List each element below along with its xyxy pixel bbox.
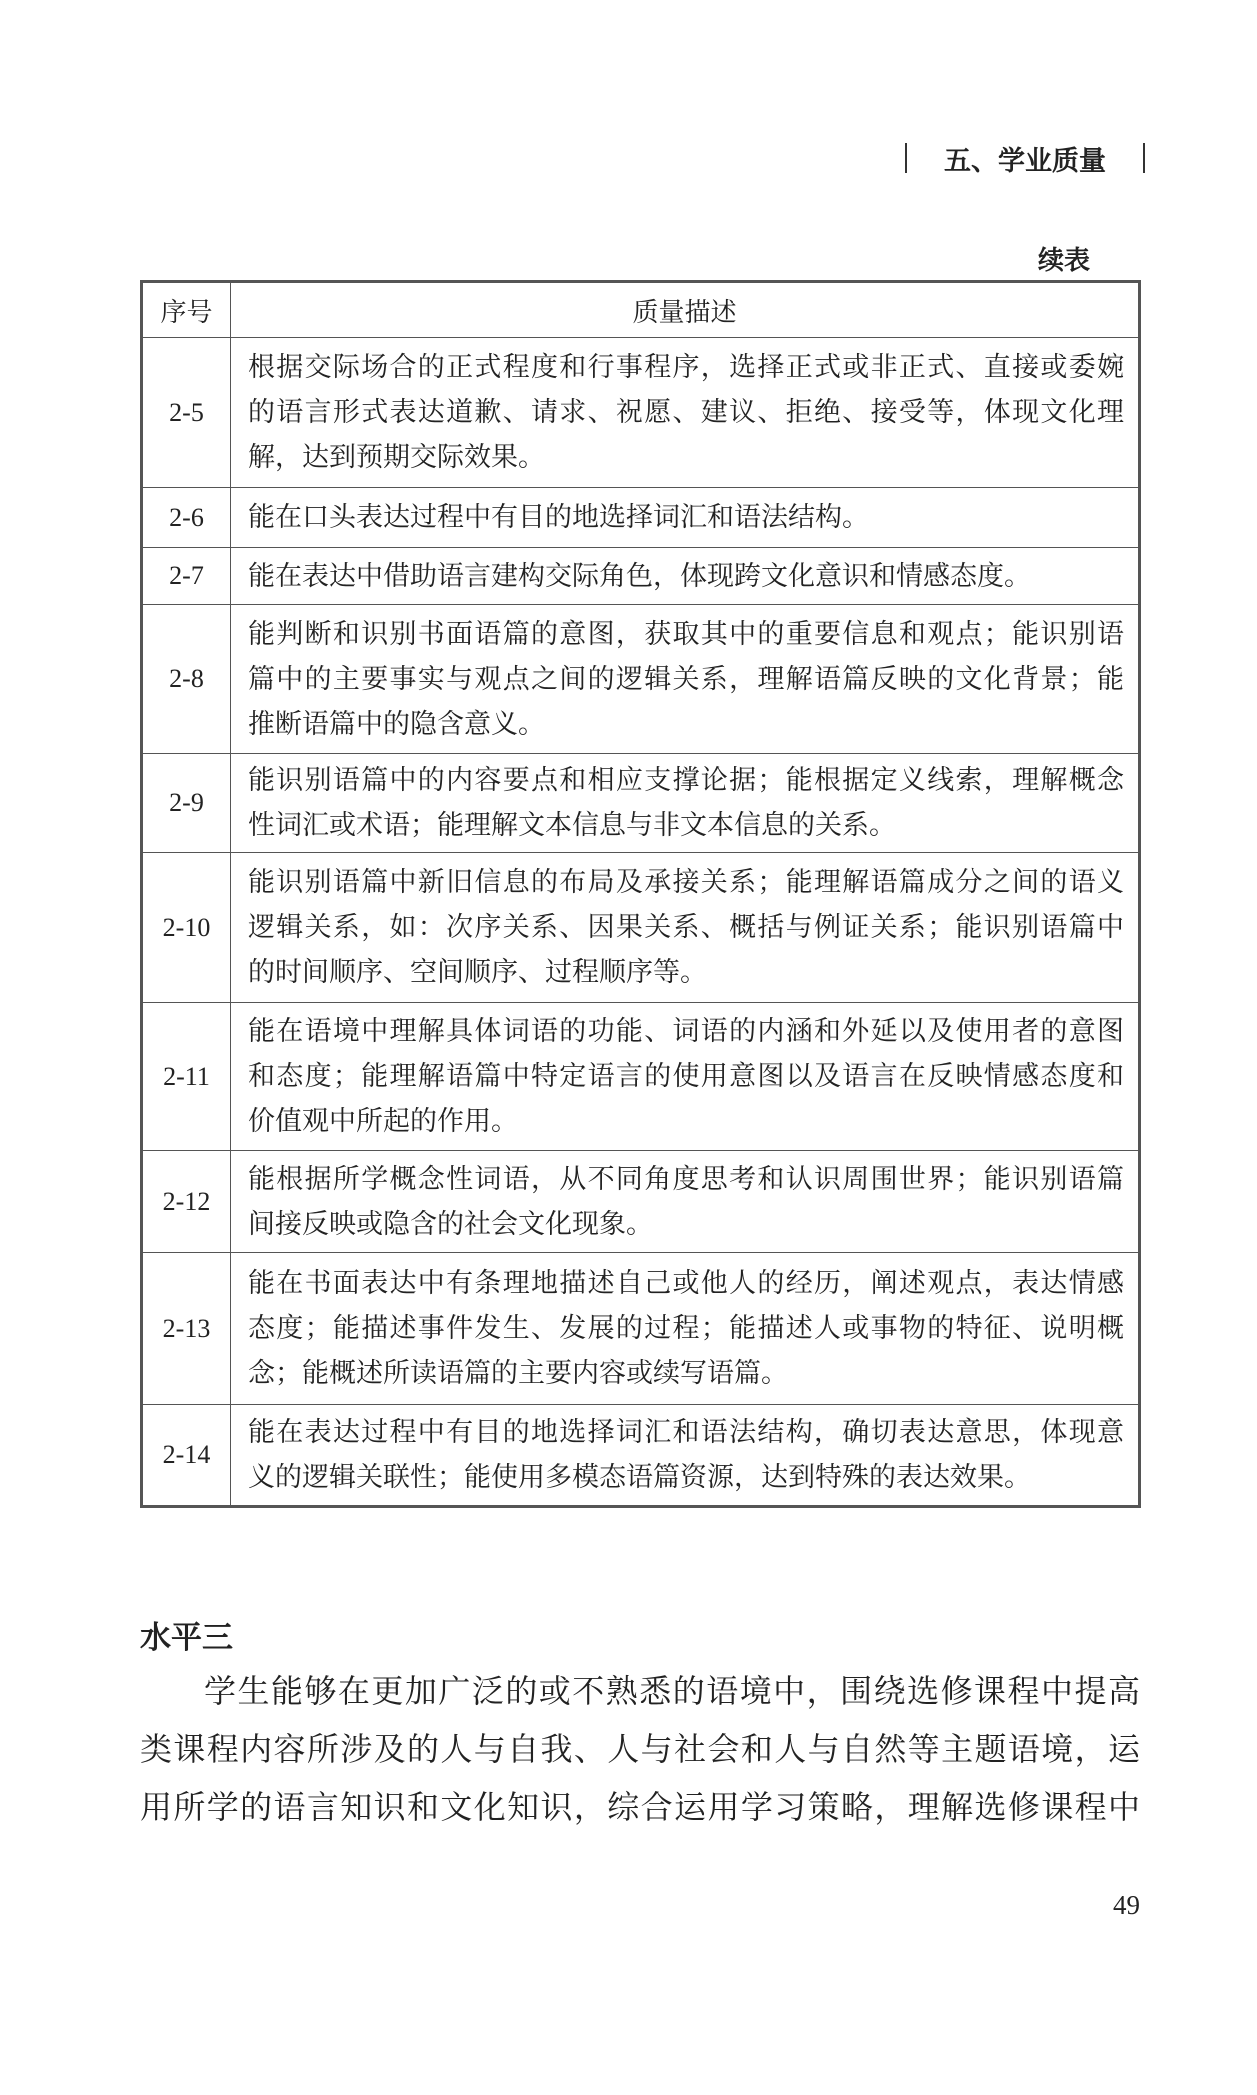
table-header-row: [142, 282, 1140, 338]
row-number: 2-13: [142, 1253, 231, 1405]
table-row: [142, 754, 1140, 853]
description-line: 间接反映或隐含的社会文化现象。: [248, 1208, 653, 1240]
description-line: 逻辑关系，如：次序关系、因果关系、概括与例证关系；能识别语篇中: [248, 912, 1124, 943]
description-line: 篇中的主要事实与观点之间的逻辑关系，理解语篇反映的文化背景；能: [248, 663, 1124, 695]
description-line: 和态度；能理解语篇中特定语言的使用意图以及语言在反映情感态度和: [248, 1061, 1124, 1092]
row-description: [231, 1151, 1140, 1253]
row-description: [231, 548, 1140, 605]
row-description: [231, 605, 1140, 754]
table-row: [142, 1003, 1140, 1151]
description-line: 念；能概述所读语篇的主要内容或续写语篇。: [248, 1358, 788, 1389]
quality-table: [140, 280, 1141, 1508]
description-line: 解，达到预期交际效果。: [248, 442, 545, 473]
table-row: [142, 338, 1140, 488]
description-line: 推断语篇中的隐含意义。: [248, 708, 545, 740]
table-row: [142, 1405, 1140, 1507]
table-row: [142, 853, 1140, 1003]
description-line: 能在表达过程中有目的地选择词汇和语法结构，确切表达意思，体现意: [248, 1417, 1124, 1448]
description-line: 能在表达中借助语言建构交际角色，体现跨文化意识和情感态度。: [248, 560, 1031, 592]
table-row: [142, 1253, 1140, 1405]
table-row: [142, 548, 1140, 605]
description-line: 能判断和识别书面语篇的意图，获取其中的重要信息和观点；能识别语: [248, 618, 1124, 650]
description-line: 能在语境中理解具体词语的功能、词语的内涵和外延以及使用者的意图: [248, 1016, 1124, 1047]
row-description: [231, 1003, 1140, 1151]
row-number: 2-10: [142, 853, 231, 1003]
description-line: 性词汇或术语；能理解文本信息与非文本信息的关系。: [248, 810, 896, 841]
table-row: [142, 1151, 1140, 1253]
description-line: 能根据所学概念性词语，从不同角度思考和认识周围世界；能识别语篇: [248, 1163, 1124, 1195]
continued-label: 续表: [1037, 246, 1090, 276]
row-description: [231, 1253, 1140, 1405]
table-row: [142, 488, 1140, 548]
row-number: 2-11: [142, 1003, 231, 1151]
description-line: 能在书面表达中有条理地描述自己或他人的经历，阐述观点，表达情感: [248, 1268, 1124, 1299]
row-description: [231, 754, 1140, 853]
row-description: [231, 1405, 1140, 1507]
row-number: 2-6: [142, 488, 231, 548]
row-number: 2-7: [142, 548, 231, 605]
divider: [905, 143, 907, 173]
section-heading: 水平三: [140, 1620, 233, 1656]
body-paragraph: [140, 1662, 1140, 1836]
description-line: 价值观中所起的作用。: [248, 1106, 518, 1137]
paragraph-line: 学生能够在更加广泛的或不熟悉的语境中，围绕选修课程中提高: [204, 1672, 1140, 1710]
row-description: [231, 853, 1140, 1003]
row-number: 2-8: [142, 605, 231, 754]
row-number: 2-14: [142, 1405, 231, 1507]
row-number: 2-9: [142, 754, 231, 853]
running-header: [905, 140, 1145, 176]
description-line: 义的逻辑关联性；能使用多模态语篇资源，达到特殊的表达效果。: [248, 1462, 1031, 1493]
row-description: [231, 488, 1140, 548]
description-line: 态度；能描述事件发生、发展的过程；能描述人或事物的特征、说明概: [248, 1313, 1124, 1344]
table-row: [142, 605, 1140, 754]
paragraph-line: 用所学的语言知识和文化知识，综合运用学习策略，理解选修课程中: [140, 1788, 1140, 1826]
divider: [1143, 143, 1145, 173]
page-number: 49: [1113, 1890, 1140, 1920]
description-line: 根据交际场合的正式程度和行事程序，选择正式或非正式、直接或委婉: [248, 352, 1124, 383]
row-description: [231, 338, 1140, 488]
description-line: 的语言形式表达道歉、请求、祝愿、建议、拒绝、接受等，体现文化理: [248, 397, 1124, 428]
description-line: 能识别语篇中新旧信息的布局及承接关系；能理解语篇成分之间的语义: [248, 867, 1124, 898]
row-number: 2-5: [142, 338, 231, 488]
section-title: 五、学业质量: [944, 145, 1106, 177]
description-line: 能在口头表达过程中有目的地选择词汇和语法结构。: [248, 502, 869, 533]
column-header-number: 序号: [142, 282, 231, 338]
description-line: 能识别语篇中的内容要点和相应支撑论据；能根据定义线索，理解概念: [248, 765, 1124, 796]
paragraph-line: 类课程内容所涉及的人与自我、人与社会和人与自然等主题语境，运: [140, 1730, 1140, 1768]
description-line: 的时间顺序、空间顺序、过程顺序等。: [248, 957, 707, 988]
column-header-description: 质量描述: [231, 282, 1140, 338]
row-number: 2-12: [142, 1151, 231, 1253]
